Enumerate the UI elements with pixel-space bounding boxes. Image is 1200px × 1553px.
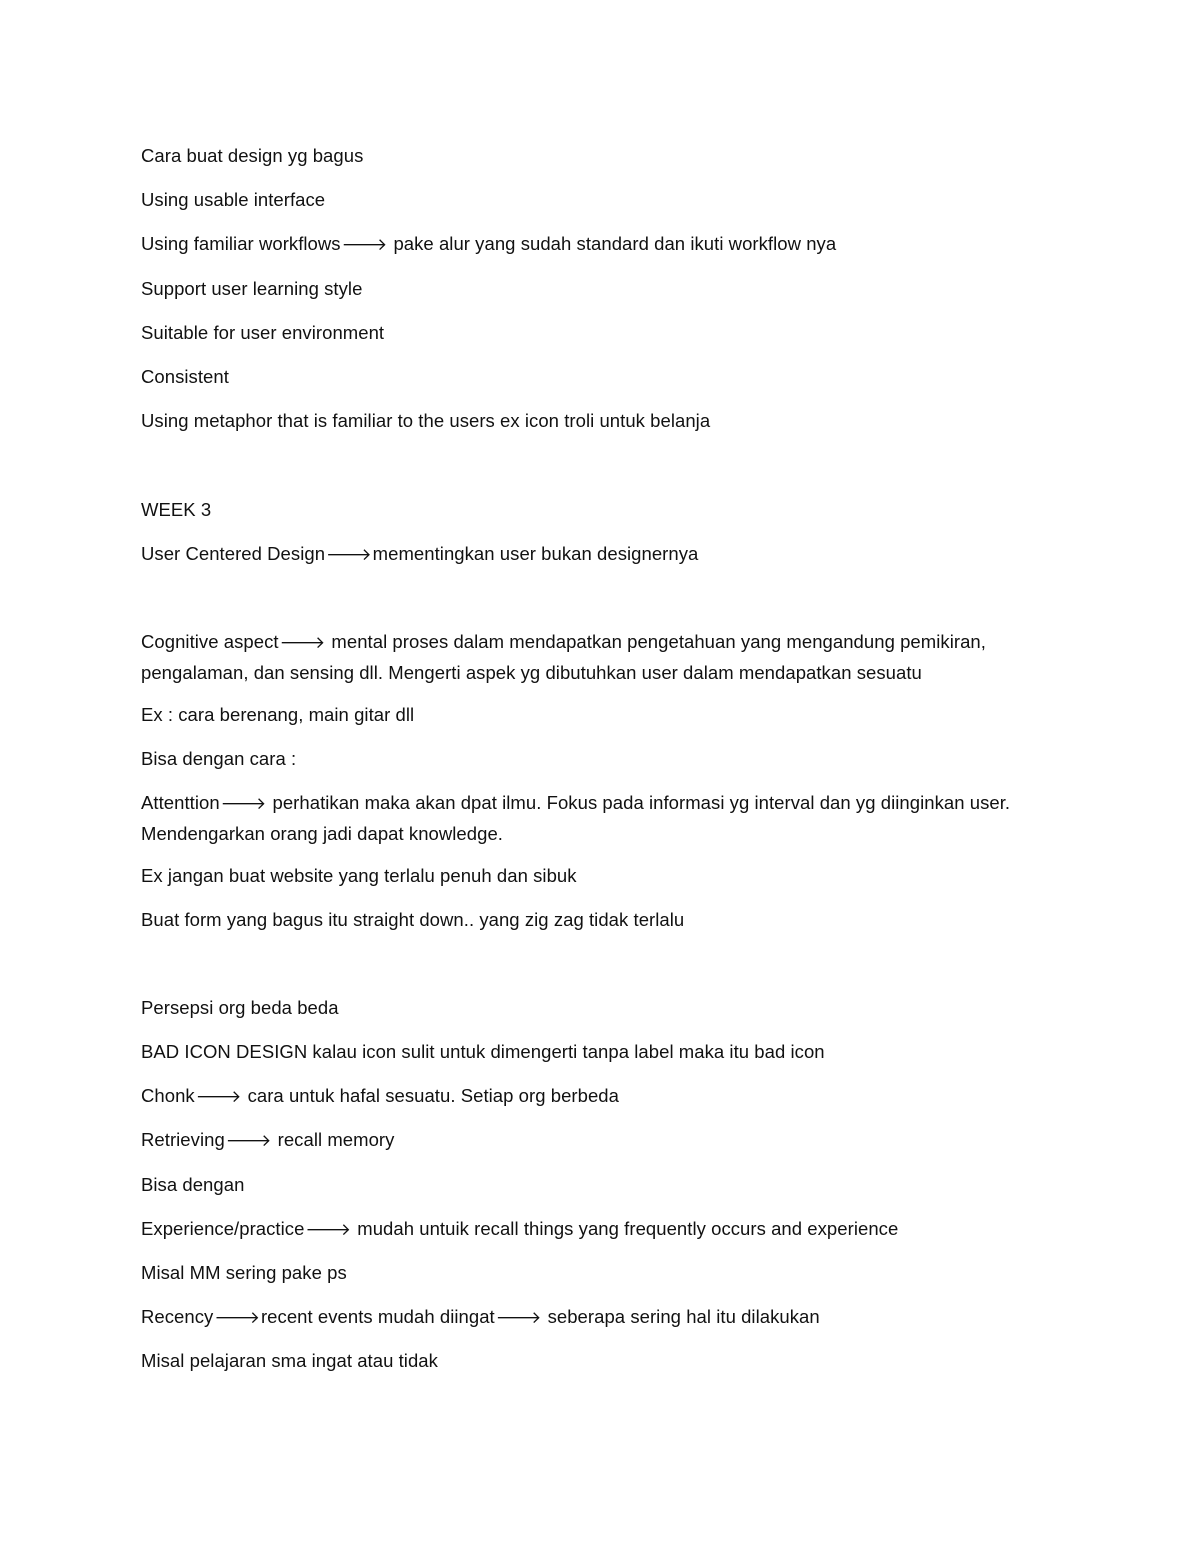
text-line: Consistent [141, 366, 229, 387]
section-heading: WEEK 3 [141, 499, 212, 520]
text-line: Retrieving🡒 recall memory [141, 1125, 394, 1156]
right-arrow-icon: 🡒 [326, 545, 372, 565]
text-line: Experience/practice🡒 mudah untuik recall things yang frequently occurs and experience [141, 1214, 898, 1245]
text-line: Ex jangan buat website yang terlalu penuh dan sibuk [141, 865, 577, 886]
right-arrow-icon: 🡒 [341, 235, 388, 255]
text-line: Misal MM sering pake ps [141, 1262, 347, 1283]
right-arrow-icon: 🡒 [305, 1220, 352, 1240]
text-paragraph: Attenttion🡒 perhatikan maka akan dpat ilmu. Fokus pada informasi yg interval dan yg diinginkan user. Mendengarkan orang jadi dapat knowledge. [141, 792, 1011, 844]
right-arrow-icon: 🡒 [495, 1308, 542, 1328]
text-paragraph: Cognitive aspect🡒 mental proses dalam mendapatkan pengetahuan yang mengandung pemikiran, pengalaman, dan sensing dll. Mengerti aspek yg dibutuhkan user dalam mendapatkan sesuatu [141, 631, 986, 683]
text-line: Persepsi org beda beda [141, 997, 339, 1018]
text-line: Using metaphor that is familiar to the users ex icon troli untuk belanja [141, 410, 711, 431]
right-arrow-icon: 🡒 [279, 633, 326, 653]
text-line: Bisa dengan [141, 1174, 245, 1195]
right-arrow-icon: 🡒 [195, 1087, 242, 1107]
text-line: User Centered Design🡒mementingkan user bukan designernya [141, 539, 698, 570]
right-arrow-icon: 🡒 [220, 794, 267, 814]
right-arrow-icon: 🡒 [214, 1308, 260, 1328]
text-line: Misal pelajaran sma ingat atau tidak [141, 1350, 438, 1371]
text-line: Using usable interface [141, 189, 326, 210]
text-line: Recency🡒recent events mudah diingat🡒 seberapa sering hal itu dilakukan [141, 1302, 820, 1333]
text-line: Ex : cara berenang, main gitar dll [141, 704, 415, 725]
text-line: Bisa dengan cara : [141, 748, 297, 769]
right-arrow-icon: 🡒 [225, 1131, 272, 1151]
text-line: Support user learning style [141, 278, 363, 299]
text-line: Buat form yang bagus itu straight down.. yang zig zag tidak terlalu [141, 909, 685, 930]
text-line: Using familiar workflows🡒 pake alur yang sudah standard dan ikuti workflow nya [141, 229, 836, 260]
text-line: Chonk🡒 cara untuk hafal sesuatu. Setiap org berbeda [141, 1081, 619, 1112]
text-line: Cara buat design yg bagus [141, 145, 364, 166]
text-line: Suitable for user environment [141, 322, 385, 343]
text-line: BAD ICON DESIGN kalau icon sulit untuk dimengerti tanpa label maka itu bad icon [141, 1041, 825, 1062]
